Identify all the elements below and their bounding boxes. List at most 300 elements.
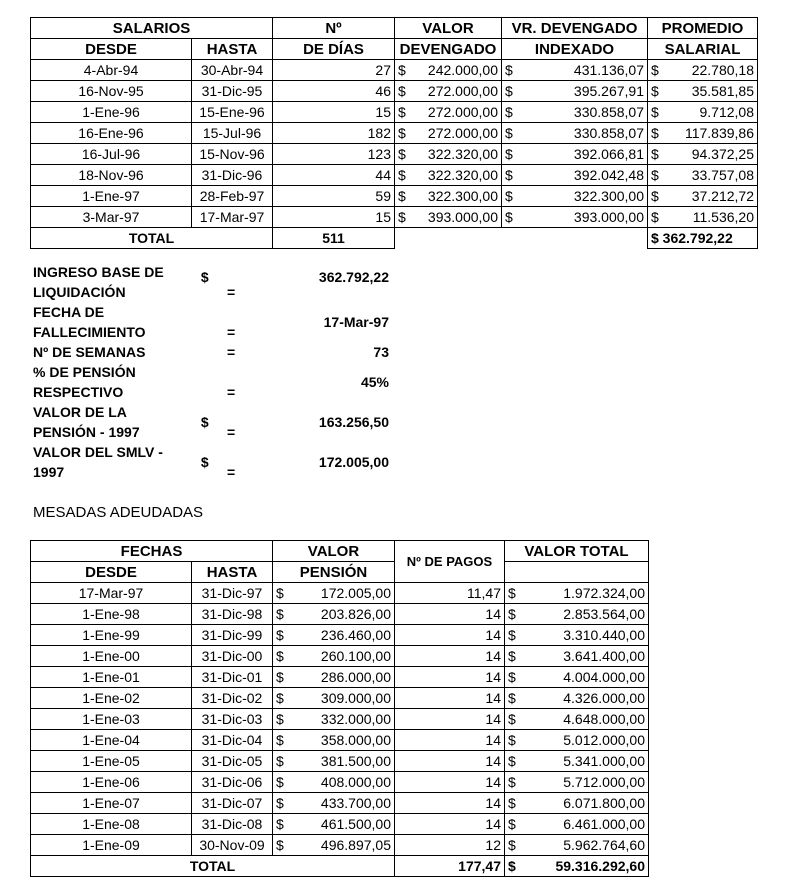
salario-valor: [395, 207, 502, 228]
salarios-header-row-1: [31, 18, 758, 39]
salario-indexado-currency: $: [505, 124, 513, 141]
mesada-total: [505, 814, 649, 835]
mesada-total-value: 5.962.764,60: [563, 836, 645, 853]
pension-label: [33, 402, 183, 442]
smlv-label-line-1: VALOR DEL SMLV -: [33, 444, 163, 460]
ibl-currency: $: [200, 269, 209, 285]
salario-hasta: 15-Jul-96: [192, 123, 273, 144]
mesada-total-currency: $: [508, 794, 516, 811]
mesada-total: [505, 688, 649, 709]
mesada-hasta: 31-Dic-05: [192, 751, 273, 772]
mesada-valor: [273, 835, 395, 856]
mesada-total-value: 5.712.000,00: [563, 773, 645, 790]
mesada-total-wrap: [508, 584, 645, 603]
salario-desde: 1-Ene-97: [31, 186, 192, 207]
mesada-total-currency: $: [508, 626, 516, 643]
salario-row: [31, 186, 758, 207]
mesada-valor-wrap: [276, 647, 391, 666]
salarios-total-promedio: $ 362.792,22: [648, 228, 758, 249]
mesada-valor-wrap: [276, 668, 391, 687]
mesada-pagos: 14: [395, 646, 505, 667]
salario-promedio-wrap: [651, 82, 754, 101]
mesada-valor-currency: $: [276, 815, 284, 832]
smlv-currency: $: [200, 454, 209, 470]
fechas-header: FECHAS: [31, 541, 273, 562]
mesada-pagos: 14: [395, 772, 505, 793]
mesada-valor-value: 172.005,00: [320, 584, 391, 601]
salario-indexado-currency: $: [505, 208, 513, 225]
hasta-header: HASTA: [192, 39, 273, 60]
mesada-total: [505, 646, 649, 667]
salario-promedio-currency: $: [651, 61, 659, 78]
dias-header-top: Nº: [273, 18, 395, 39]
mesada-total-value: 6.461.000,00: [563, 815, 645, 832]
mesada-desde: 1-Ene-00: [31, 646, 192, 667]
salario-hasta: 30-Abr-94: [192, 60, 273, 81]
semanas-value: 73: [373, 344, 389, 360]
mesada-desde: 1-Ene-99: [31, 625, 192, 646]
mesada-total-currency: $: [508, 836, 516, 853]
mesada-total-currency: $: [508, 815, 516, 832]
salarios-header-row-2: [31, 39, 758, 60]
mesada-total-currency: $: [508, 668, 516, 685]
salario-valor-currency: $: [398, 82, 406, 99]
salario-indexado-value: 431.136,07: [573, 61, 644, 78]
mesadas-total-valor-currency: $: [508, 857, 516, 874]
salario-valor-value: 272.000,00: [427, 124, 498, 141]
mesada-valor: [273, 709, 395, 730]
mesada-total-value: 4.326.000,00: [563, 689, 645, 706]
salario-indexado: [502, 102, 648, 123]
semanas-equals: =: [227, 344, 236, 360]
salario-promedio-value: 9.712,08: [699, 103, 754, 120]
mesada-desde: 1-Ene-06: [31, 772, 192, 793]
salario-indexado-wrap: [505, 145, 644, 164]
salarios-total-blank: [395, 228, 648, 249]
salario-valor-value: 272.000,00: [427, 103, 498, 120]
mesada-hasta: 31-Dic-98: [192, 604, 273, 625]
salario-promedio-currency: $: [651, 82, 659, 99]
mesada-total: [505, 709, 649, 730]
salario-indexado-value: 330.858,07: [573, 124, 644, 141]
mesada-desde: 1-Ene-98: [31, 604, 192, 625]
mesadas-desde-header: DESDE: [31, 562, 192, 583]
salario-indexado-value: 395.267,91: [573, 82, 644, 99]
mesada-total-value: 1.972.324,00: [563, 584, 645, 601]
salario-promedio-wrap: [651, 166, 754, 185]
salario-promedio-currency: $: [651, 166, 659, 183]
salario-valor-currency: $: [398, 124, 406, 141]
mesada-valor-wrap: [276, 752, 391, 771]
ibl-value: 362.792,22: [318, 269, 389, 285]
salario-valor-currency: $: [398, 166, 406, 183]
salario-indexado-value: 392.066,81: [573, 145, 644, 162]
salario-valor: [395, 81, 502, 102]
mesada-valor-currency: $: [276, 584, 284, 601]
pension-label-line-2: PENSIÓN - 1997: [33, 424, 140, 440]
mesada-valor-value: 358.000,00: [320, 731, 391, 748]
mesada-pagos: 11,47: [395, 583, 505, 604]
salario-indexado: [502, 123, 648, 144]
mesada-total-value: 6.071.800,00: [563, 794, 645, 811]
mesadas-total-valor-value: 59.316.292,60: [555, 857, 645, 874]
mesada-desde: 1-Ene-08: [31, 814, 192, 835]
mesada-pagos: 14: [395, 604, 505, 625]
mesada-hasta: 31-Dic-03: [192, 709, 273, 730]
mesada-total-wrap: [508, 605, 645, 624]
salario-promedio: [648, 144, 758, 165]
salario-promedio-currency: $: [651, 124, 659, 141]
mesada-valor-value: 236.460,00: [320, 626, 391, 643]
salario-indexado-currency: $: [505, 145, 513, 162]
mesada-total-value: 5.012.000,00: [563, 731, 645, 748]
salario-dias: 123: [273, 144, 395, 165]
mesada-total-wrap: [508, 710, 645, 729]
mesadas-table: [30, 540, 649, 877]
dias-header-bottom: DE DÍAS: [273, 39, 395, 60]
mesada-total-wrap: [508, 836, 645, 855]
salario-valor-value: 322.320,00: [427, 145, 498, 162]
salario-valor: [395, 165, 502, 186]
salario-valor-wrap: [398, 124, 498, 143]
ibl-row: [33, 262, 403, 302]
mesada-row: [31, 730, 649, 751]
salario-promedio-value: 11.536,20: [692, 208, 754, 225]
mesada-valor: [273, 625, 395, 646]
salarios-total-label: TOTAL: [31, 228, 273, 249]
pct-equals: =: [227, 384, 236, 400]
ibl-label: [33, 262, 183, 302]
mesadas-total-label: TOTAL: [31, 856, 395, 877]
pct-label-line-2: RESPECTIVO: [33, 384, 124, 400]
salario-indexado-wrap: [505, 208, 644, 227]
mesada-total-currency: $: [508, 605, 516, 622]
mesada-total-currency: $: [508, 584, 516, 601]
salario-indexado: [502, 144, 648, 165]
indexado-header-bottom: INDEXADO: [502, 39, 648, 60]
mesada-valor-currency: $: [276, 710, 284, 727]
salario-valor-currency: $: [398, 208, 406, 225]
mesada-desde: 1-Ene-04: [31, 730, 192, 751]
mesada-hasta: 31-Dic-07: [192, 793, 273, 814]
mesada-row: [31, 667, 649, 688]
mesada-pagos: 14: [395, 688, 505, 709]
mesada-row: [31, 751, 649, 772]
mesada-valor: [273, 751, 395, 772]
salario-indexado: [502, 165, 648, 186]
salario-indexado-currency: $: [505, 82, 513, 99]
salario-row: [31, 123, 758, 144]
mesada-valor: [273, 667, 395, 688]
salario-promedio: [648, 123, 758, 144]
ibl-equals: =: [227, 284, 236, 300]
salario-valor-wrap: [398, 61, 498, 80]
mesada-total-value: 3.310.440,00: [563, 626, 645, 643]
valor-pension-header-top: VALOR: [273, 541, 395, 562]
mesada-valor-currency: $: [276, 836, 284, 853]
salario-indexado-currency: $: [505, 103, 513, 120]
mesada-row: [31, 772, 649, 793]
salario-indexado-currency: $: [505, 61, 513, 78]
mesada-valor-wrap: [276, 836, 391, 855]
mesada-hasta: 31-Dic-01: [192, 667, 273, 688]
pension-label-line-1: VALOR DE LA: [33, 404, 127, 420]
mesada-valor-wrap: [276, 689, 391, 708]
mesada-row: [31, 793, 649, 814]
mesada-desde: 17-Mar-97: [31, 583, 192, 604]
mesada-total: [505, 667, 649, 688]
salario-valor-wrap: [398, 187, 498, 206]
salario-promedio-wrap: [651, 208, 754, 227]
mesadas-total-valor-wrap: [508, 857, 645, 876]
pension-value-cell: [200, 402, 389, 442]
mesada-valor-wrap: [276, 773, 391, 792]
mesada-valor-currency: $: [276, 647, 284, 664]
fecha-value: 17-Mar-97: [323, 314, 389, 330]
mesada-total: [505, 793, 649, 814]
salario-indexado-value: 392.042,48: [573, 166, 644, 183]
mesada-valor-wrap: [276, 605, 391, 624]
mesada-pagos: 14: [395, 751, 505, 772]
mesada-desde: 1-Ene-01: [31, 667, 192, 688]
smlv-label: [33, 442, 183, 482]
salario-indexado-value: 393.000,00: [573, 208, 644, 225]
salario-promedio-value: 37.212,72: [691, 187, 754, 204]
mesada-valor-wrap: [276, 815, 391, 834]
mesada-total: [505, 772, 649, 793]
promedio-header-bottom: SALARIAL: [648, 39, 758, 60]
salario-desde: 1-Ene-96: [31, 102, 192, 123]
mesada-pagos: 14: [395, 814, 505, 835]
mesada-valor-value: 203.826,00: [320, 605, 391, 622]
mesada-total: [505, 604, 649, 625]
salario-promedio: [648, 186, 758, 207]
mesada-pagos: 14: [395, 625, 505, 646]
valor-total-header-blank: [505, 562, 649, 583]
mesada-total-currency: $: [508, 752, 516, 769]
salario-indexado-wrap: [505, 103, 644, 122]
salario-valor-value: 272.000,00: [427, 82, 498, 99]
mesada-valor-value: 461.500,00: [320, 815, 391, 832]
mesada-total-wrap: [508, 731, 645, 750]
mesada-pagos: 14: [395, 709, 505, 730]
mesada-valor: [273, 583, 395, 604]
pct-label: [33, 362, 183, 402]
salario-indexado: [502, 186, 648, 207]
salario-promedio-wrap: [651, 145, 754, 164]
salarios-total-dias: 511: [273, 228, 395, 249]
mesada-valor-currency: $: [276, 773, 284, 790]
smlv-row: [33, 442, 403, 482]
fecha-label: [33, 302, 183, 342]
pct-value: 45%: [360, 374, 389, 390]
mesada-hasta: 30-Nov-09: [192, 835, 273, 856]
mesada-valor-wrap: [276, 731, 391, 750]
salario-indexado-value: 330.858,07: [573, 103, 644, 120]
mesada-valor: [273, 814, 395, 835]
mesada-pagos: 14: [395, 793, 505, 814]
salario-dias: 46: [273, 81, 395, 102]
mesada-total-wrap: [508, 626, 645, 645]
mesada-valor-currency: $: [276, 668, 284, 685]
mesada-valor-currency: $: [276, 689, 284, 706]
mesada-row: [31, 625, 649, 646]
mesada-hasta: 31-Dic-02: [192, 688, 273, 709]
salario-hasta: 15-Nov-96: [192, 144, 273, 165]
mesada-total-wrap: [508, 773, 645, 792]
mesada-valor-value: 286.000,00: [320, 668, 391, 685]
salario-desde: 16-Jul-96: [31, 144, 192, 165]
mesadas-hasta-header: HASTA: [192, 562, 273, 583]
salario-indexado: [502, 207, 648, 228]
pct-value-cell: [361, 362, 389, 402]
mesada-total-value: 4.004.000,00: [563, 668, 645, 685]
mesadas-total-pagos: 177,47: [395, 856, 505, 877]
salario-row: [31, 102, 758, 123]
mesada-hasta: 31-Dic-06: [192, 772, 273, 793]
salario-dias: 59: [273, 186, 395, 207]
semanas-label: Nº DE SEMANAS: [33, 344, 146, 360]
salario-promedio-value: 94.372,25: [691, 145, 754, 162]
mesada-hasta: 31-Dic-97: [192, 583, 273, 604]
salario-valor: [395, 144, 502, 165]
mesada-hasta: 31-Dic-04: [192, 730, 273, 751]
ibl-label-line-1: INGRESO BASE DE: [33, 264, 164, 280]
salario-hasta: 31-Dic-95: [192, 81, 273, 102]
mesada-total-currency: $: [508, 731, 516, 748]
mesada-total-wrap: [508, 647, 645, 666]
salario-promedio-wrap: [651, 187, 754, 206]
mesada-total-wrap: [508, 668, 645, 687]
salario-row: [31, 165, 758, 186]
mesada-valor-wrap: [276, 584, 391, 603]
mesada-desde: 1-Ene-07: [31, 793, 192, 814]
smlv-equals: =: [227, 464, 236, 480]
valor-pension-header-bottom: PENSIÓN: [273, 562, 395, 583]
smlv-label-line-2: 1997: [33, 464, 65, 480]
indexado-header-top: VR. DEVENGADO: [502, 18, 648, 39]
salario-dias: 15: [273, 102, 395, 123]
mesada-hasta: 31-Dic-99: [192, 625, 273, 646]
salario-indexado: [502, 60, 648, 81]
mesada-total-wrap: [508, 752, 645, 771]
salario-hasta: 31-Dic-96: [192, 165, 273, 186]
mesada-valor-currency: $: [276, 626, 284, 643]
mesadas-header-row-2: [31, 562, 649, 583]
mesada-total: [505, 583, 649, 604]
mesada-valor: [273, 604, 395, 625]
semanas-row: [33, 342, 403, 362]
mesadas-total-valor: [505, 856, 649, 877]
mesada-total-currency: $: [508, 689, 516, 706]
salario-dias: 44: [273, 165, 395, 186]
salario-desde: 3-Mar-97: [31, 207, 192, 228]
salario-promedio-currency: $: [651, 187, 659, 204]
pension-value: 163.256,50: [318, 414, 389, 430]
mesadas-header-row-1: [31, 541, 649, 562]
salarios-table: [30, 17, 758, 249]
fecha-equals: =: [227, 324, 236, 340]
fecha-row: [33, 302, 403, 342]
pct-row: [33, 362, 403, 402]
salario-promedio: [648, 60, 758, 81]
mesada-desde: 1-Ene-05: [31, 751, 192, 772]
salario-hasta: 15-Ene-96: [192, 102, 273, 123]
salario-indexado-wrap: [505, 187, 644, 206]
salario-valor-currency: $: [398, 145, 406, 162]
salario-valor-value: 322.300,00: [427, 187, 498, 204]
salario-row: [31, 81, 758, 102]
salario-hasta: 28-Feb-97: [192, 186, 273, 207]
salario-promedio: [648, 207, 758, 228]
mesada-hasta: 31-Dic-00: [192, 646, 273, 667]
salario-indexado-wrap: [505, 61, 644, 80]
salario-indexado-currency: $: [505, 166, 513, 183]
salario-valor-currency: $: [398, 187, 406, 204]
mesada-row: [31, 583, 649, 604]
salario-promedio-wrap: [651, 124, 754, 143]
salario-promedio-wrap: [651, 103, 754, 122]
mesada-total-value: 3.641.400,00: [563, 647, 645, 664]
salario-promedio: [648, 102, 758, 123]
salario-valor-wrap: [398, 166, 498, 185]
pagos-header: Nº DE PAGOS: [395, 541, 505, 583]
mesada-valor-currency: $: [276, 794, 284, 811]
salario-dias: 27: [273, 60, 395, 81]
mesada-valor-value: 332.000,00: [320, 710, 391, 727]
mesada-valor-value: 309.000,00: [320, 689, 391, 706]
salario-promedio: [648, 81, 758, 102]
ibl-label-line-2: LIQUIDACIÓN: [33, 284, 126, 300]
mesada-total-wrap: [508, 794, 645, 813]
salario-dias: 15: [273, 207, 395, 228]
mesada-valor-wrap: [276, 626, 391, 645]
salario-desde: 4-Abr-94: [31, 60, 192, 81]
mesada-total-currency: $: [508, 647, 516, 664]
mesada-total: [505, 835, 649, 856]
salarios-group-header: SALARIOS: [31, 18, 273, 39]
salario-promedio-wrap: [651, 61, 754, 80]
mesada-valor-currency: $: [276, 731, 284, 748]
mesada-valor-wrap: [276, 710, 391, 729]
salario-indexado-value: 322.300,00: [573, 187, 644, 204]
salario-promedio-value: 33.757,08: [691, 166, 754, 183]
mesada-valor-value: 381.500,00: [320, 752, 391, 769]
salario-indexado-wrap: [505, 124, 644, 143]
desde-header: DESDE: [31, 39, 192, 60]
mesada-valor: [273, 793, 395, 814]
mesada-total: [505, 751, 649, 772]
mesada-total-wrap: [508, 689, 645, 708]
salario-valor-currency: $: [398, 61, 406, 78]
salario-valor: [395, 123, 502, 144]
pension-row: [33, 402, 403, 442]
salario-dias: 182: [273, 123, 395, 144]
salario-valor-wrap: [398, 145, 498, 164]
salario-promedio-value: 117.839,86: [684, 124, 754, 141]
salario-valor-wrap: [398, 208, 498, 227]
mesada-hasta: 31-Dic-08: [192, 814, 273, 835]
mesada-valor-value: 408.000,00: [320, 773, 391, 790]
mesada-desde: 1-Ene-09: [31, 835, 192, 856]
fecha-value-cell: [324, 302, 389, 342]
mesada-total: [505, 730, 649, 751]
salario-row: [31, 144, 758, 165]
mesada-valor: [273, 646, 395, 667]
mesada-valor-value: 433.700,00: [320, 794, 391, 811]
valor-header-top: VALOR: [395, 18, 502, 39]
salario-valor-value: 393.000,00: [427, 208, 498, 225]
